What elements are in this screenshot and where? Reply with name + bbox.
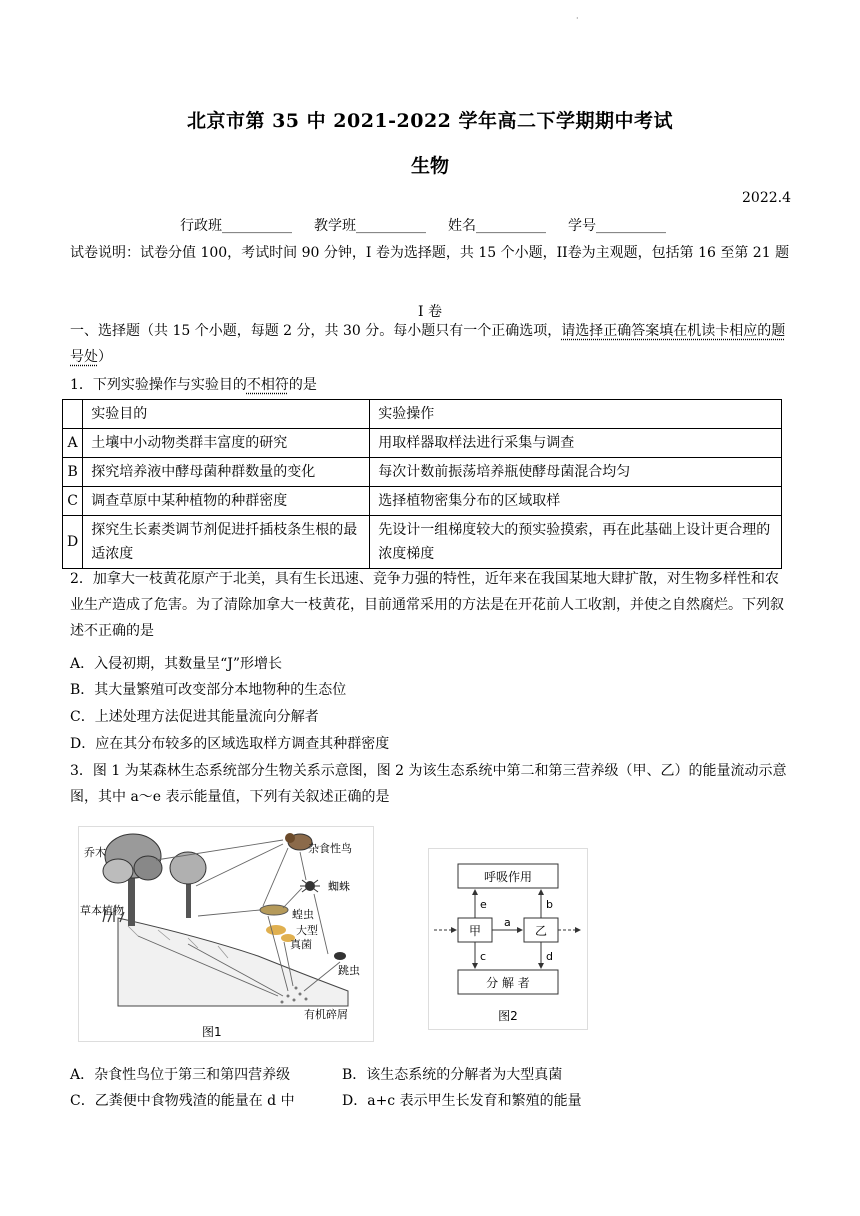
q2-option-c: C．上述处理方法促进其能量流向分解者 <box>70 709 319 725</box>
q2-option-d: D．应在其分布较多的区域选取样方调查其种群密度 <box>70 736 390 752</box>
name-field: 姓名__________ <box>448 218 546 234</box>
q3-option-a: A．杂食性鸟位于第三和第四营养级 <box>70 1067 291 1083</box>
table-row <box>63 487 782 516</box>
row-operation: 先设计一组梯度较大的预实验摸索，再在此基础上设计更合理的浓度梯度 <box>370 516 782 569</box>
label-fungi: 真菌 <box>290 938 312 951</box>
spider-icon <box>300 880 320 892</box>
q3-option-d: D．a+c 表示甲生长发育和繁殖的能量 <box>342 1093 582 1109</box>
page-mark: · <box>576 14 579 23</box>
row-aim: 土壤中小动物类群丰富度的研究 <box>83 429 370 458</box>
label-organic-debris: 有机碎屑 <box>304 1008 348 1021</box>
student-info-fields <box>180 215 666 235</box>
row-operation: 选择植物密集分布的区域取样 <box>370 487 782 516</box>
q2-stem: 2．加拿大一枝黄花原产于北美，具有生长迅速、竞争力强的特性，近年来在我国某地大肆扩散，对生物多样性和农业生产造成了危害。为了清除加拿大一枝黄花，目前通常采用的方法是在开花前人工收割，并使之自然腐烂。下列叙述不正确的是 <box>70 571 784 639</box>
table-row <box>63 516 782 569</box>
student-id-field: 学号__________ <box>568 218 666 234</box>
letter-a: a <box>504 916 511 929</box>
q1-table <box>62 399 782 569</box>
row-aim: 调查草原中某种植物的种群密度 <box>83 487 370 516</box>
table-row <box>63 458 782 487</box>
exam-title: 北京市第 35 中 2021-2022 学年高二下学期期中考试 <box>186 110 674 132</box>
section-title: I 卷 <box>418 304 442 320</box>
row-label: D <box>63 516 83 569</box>
q3-stem: 3．图 1 为某森林生态系统部分生物关系示意图，图 2 为该生态系统中第二和第三营养级（甲、乙）的能量流动示意图，其中 a～e 表示能量值，下列有关叙述正确的是 <box>70 763 787 805</box>
table-header-cell <box>63 400 83 429</box>
row-label: B <box>63 458 83 487</box>
figure-2-energy-flow <box>428 848 588 1030</box>
table-header-row <box>63 400 782 429</box>
figure-1-food-web <box>78 826 374 1042</box>
figure-2-caption: 图2 <box>498 1009 518 1023</box>
row-aim: 探究生长素类调节剂促进扦插枝条生根的最适浓度 <box>83 516 370 569</box>
row-operation: 用取样器取样法进行采集与调查 <box>370 429 782 458</box>
jia-label: 甲 <box>468 924 482 938</box>
row-aim: 探究培养液中酵母菌种群数量的变化 <box>83 458 370 487</box>
row-operation: 每次计数前振荡培养瓶使酵母菌混合均匀 <box>370 458 782 487</box>
teaching-class-field: 教学班__________ <box>314 218 426 234</box>
exam-subject: 生物 <box>410 155 449 177</box>
instructions: 试卷说明：试卷分值 100，考试时间 90 分钟，I 卷为选择题，共 15 个小题，II卷为主观题，包括第 16 至第 21 题 <box>70 245 790 261</box>
small-tree-icon <box>170 852 206 918</box>
decomposer-label: 分 解 者 <box>486 976 530 990</box>
locust-icon <box>260 905 288 915</box>
label-omnivorous-bird: 杂食性鸟 <box>308 842 352 855</box>
letter-d: d <box>546 950 553 963</box>
letter-c: c <box>480 950 487 963</box>
q2-option-a: A．入侵初期，其数量呈“J”形增长 <box>70 656 283 672</box>
label-springtail: 跳虫 <box>338 964 360 977</box>
label-spider: 蜘蛛 <box>328 880 350 893</box>
label-herb: 草本植物 <box>80 904 124 917</box>
q1-stem: 1．下列实验操作与实验目的不相符的是 <box>70 377 317 393</box>
q2-option-b: B．其大量繁殖可改变部分本地物种的生态位 <box>70 682 347 698</box>
table-header-cell: 实验目的 <box>83 400 370 429</box>
table-header-cell: 实验操作 <box>370 400 782 429</box>
label-tree: 乔木 <box>84 846 106 859</box>
figure-1-caption: 图1 <box>202 1025 222 1039</box>
label-locust: 蝗虫 <box>292 908 314 921</box>
letter-b: b <box>546 898 553 911</box>
q3-option-b: B．该生态系统的分解者为大型真菌 <box>342 1067 563 1083</box>
label-large: 大型 <box>296 924 318 937</box>
yi-label: 乙 <box>534 924 548 938</box>
q3-option-c: C．乙粪便中食物残渣的能量在 d 中 <box>70 1093 295 1109</box>
part-intro: 一、选择题（共 15 个小题，每题 2 分，共 30 分。每小题只有一个正确选项，请选择正确答案填在机读卡相应的题号处） <box>70 323 786 365</box>
respiration-label: 呼吸作用 <box>483 870 533 884</box>
table-row <box>63 429 782 458</box>
letter-e: e <box>480 898 487 911</box>
class-field: 行政班__________ <box>180 218 292 234</box>
row-label: C <box>63 487 83 516</box>
exam-date: 2022.4 <box>742 190 791 206</box>
springtail-icon <box>334 952 346 960</box>
row-label: A <box>63 429 83 458</box>
